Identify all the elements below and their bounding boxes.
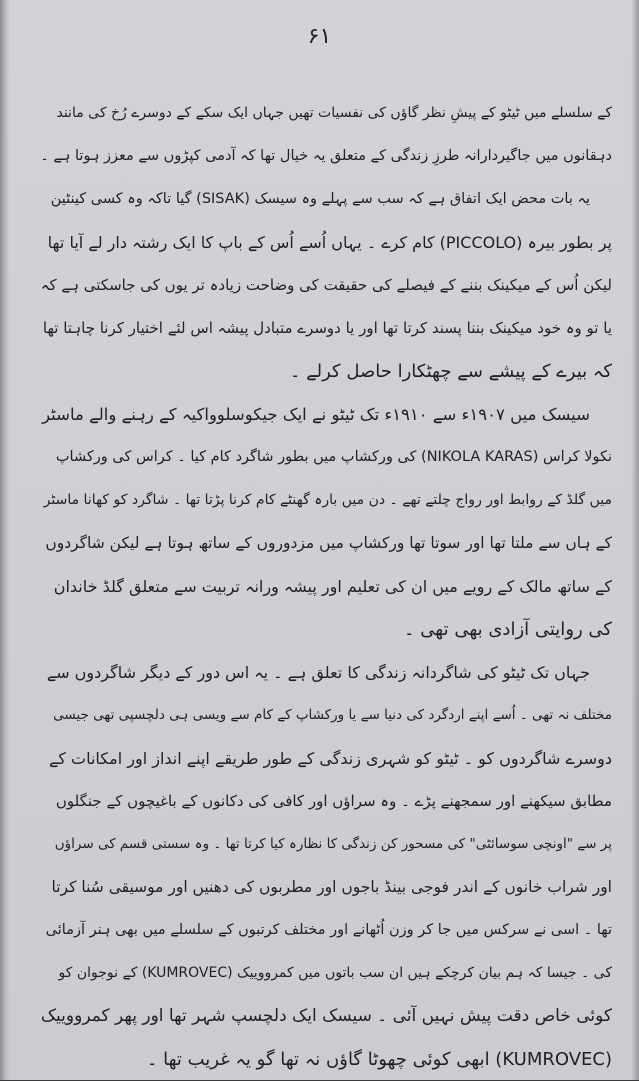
text-line: مطابق سیکھنے اور سمجھنے پڑے ۔ وہ سراؤں اور کافی کی دکانوں کے باغیچوں کے جنگلوں <box>55 792 612 810</box>
page-number: ۶۱ <box>307 24 332 49</box>
text-line: سیسک میں ۱۹۰۷ء سے ۱۹۱۰ء تک ٹیٹو نے ایک جیکوسلوواکیہ کے رہنے والے ماسٹر <box>42 405 590 424</box>
text-line: دوسرے شاگردوں کو ۔ ٹیٹو کو شہری زندگی کے طور طریقے اپنے انداز اور امکانات کے <box>48 749 612 768</box>
text-line: اور شراب خانوں کے اندر فوجی بینڈ باجوں اور مطربوں کی دھنیں اور موسیقی سُنا کرتا <box>51 878 612 896</box>
text-line: کی ۔ جیسا کہ ہم بیان کرچکے ہیں ان سب باتوں میں کمرووییک (KUMROVEC) کے نوجوان کو <box>58 965 612 981</box>
text-line: مختلف نہ تھی ۔ اُسے اپنے اردگرد کی دنیا سے یا ورکشاپ کے کام سے ویسی ہی دلچسپی تھی جیسی <box>53 707 612 723</box>
text-line: کے سلسلے میں ٹیٹو کے پیشِ نظر گاؤں کی نفسیات تھیں جہاں ایک سکے کے دوسرے رُخ کی مانند <box>56 105 612 121</box>
text-line: کی روایتی آزادی بھی تھی ۔ <box>404 619 612 640</box>
page-right-edge-shadow <box>631 0 639 1080</box>
body-text <box>40 92 612 1081</box>
text-line: کہ بیرے کے پیشے سے چھٹکارا حاصل کرلے ۔ <box>289 361 612 382</box>
text-line: پر بطور بیرہ (PICCOLO) کام کرے ۔ یہاں اُسے اُس کے باپ کا ایک رشتہ دار لے آیا تھا <box>47 233 612 252</box>
text-line: پر سے "اونچی سوسائٹی" کی مسحور کن زندگی کا نظارہ کیا کرتا تھا ۔ وہ سستی قسم کی سراؤں <box>54 836 612 852</box>
page-left-edge-shadow <box>0 0 10 1080</box>
text-line: کے ہاں سے ملتا تھا اور سوتا تھا ورکشاپ میں مزدوروں کے ساتھ ہوتا ہے لیکن شاگردوں <box>45 534 612 552</box>
text-line: کے ساتھ مالک کے رویے میں ان کی تعلیم اور پیشہ ورانہ تربیت سے متعلق گلڈ خاندان <box>53 577 612 596</box>
text-line: لیکن اُس کے میکینک بننے کے فیصلے کی حقیقت کی وضاحت زیادہ تر یوں کی جاسکتی ہے کہ <box>40 276 612 294</box>
text-line: میں گلڈ کے روابط اور رواج چلتے تھے ۔ دن میں بارہ گھنٹے کام کرنا پڑتا تھا ۔ شاگرد کو کھانا ماسٹر <box>43 492 612 508</box>
text-line: تھا ۔ اسی نے سرکس میں جا کر وزن اُٹھانے اور مختلف کرتبوں کے سلسلے میں بھی ہنر آزمائی <box>45 922 612 938</box>
text-line: یا تو وہ خود میکینک بننا پسند کرتا تھا اور یا دوسرے متبادل پیشہ اس لئے اختیار کرنا چاہتا تھا <box>42 319 612 337</box>
text-line: نکولا کراس (NIKOLA KARAS) کی ورکشاپ میں بطور شاگرد کام کیا ۔ کراس کی ورکشاپ <box>55 449 612 465</box>
text-line: یہ بات محض ایک اتفاق ہے کہ سب سے پہلے وہ سیسک (SISAK) گیا تاکہ وہ کسی کینٹین <box>50 191 590 207</box>
text-line: دہقانوں میں جاگیردارانہ طرزِ زندگی کے متعلق یہ خیال تھا کہ آدمی کپڑوں سے معزز ہوتا ہے ۔ <box>40 148 612 164</box>
text-line: کوئی خاص دقت پیش نہیں آئی ۔ سیسک ایک دلچسپ شہر تھا اور پھر کمرووییک <box>40 1006 612 1026</box>
text-line: (KUMROVEC) ابھی کوئی چھوٹا گاؤں نہ تھا گو یہ غریب تھا ۔ <box>146 1049 612 1070</box>
text-line: جہاں تک ٹیٹو کی شاگردانہ زندگی کا تعلق ہے ۔ یہ اس دور کے دیگر شاگردوں سے <box>46 663 590 682</box>
